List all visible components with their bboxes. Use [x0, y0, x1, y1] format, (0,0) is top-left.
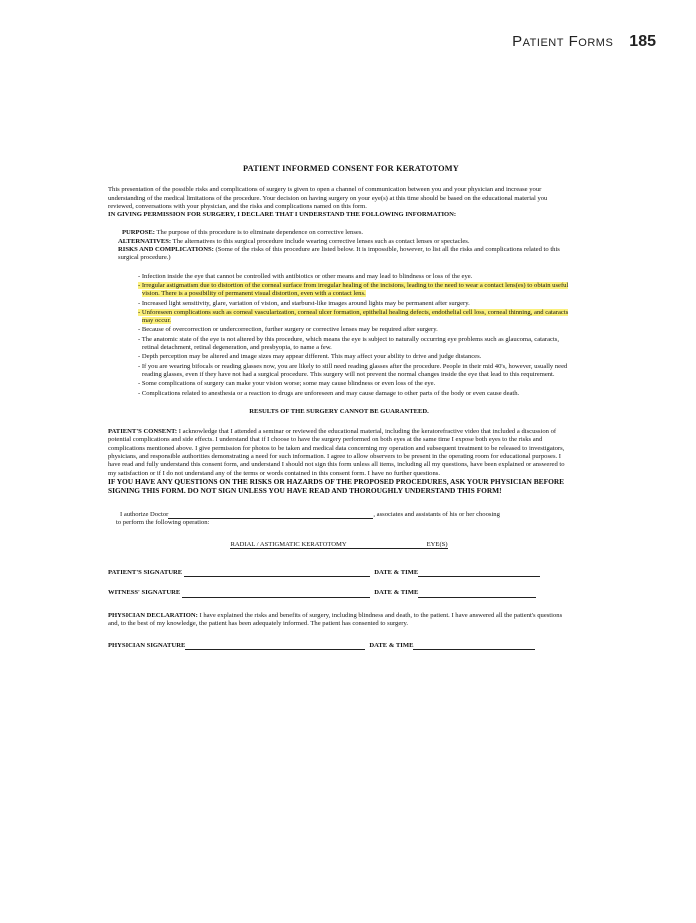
authorize-prefix: I authorize Doctor — [120, 511, 169, 519]
list-item-highlighted — [138, 282, 570, 299]
running-header — [512, 33, 656, 51]
alternatives-label: ALTERNATIVES: — [118, 237, 172, 245]
physician-declaration-label: PHYSICIAN DECLARATION: — [108, 611, 198, 619]
procedure-line — [108, 541, 570, 549]
form-title: PATIENT INFORMED CONSENT FOR KERATOTOMY — [242, 164, 459, 173]
risk-list — [108, 273, 570, 398]
consent-text: I acknowledge that I attended a seminar or reviewed the educational material, including the keratorefractive video that included a discussion of potential complications and side effects. I understand that if I choose to have the surgery performed on both eyes at the same time I expose both eyes to the risks and complications mentioned above. I give permission for photos to be taken and medical data concerning my operation and subsequent treatment to be released to investigators, physicians, and responsible authorities demonstrating a need for such information. I agree to allow observers to be present in the operating room for educational purposes. I have read and fully understand this consent form, and understand I should not sign this form unless all items, including all my questions, have been explained or answered to my satisfaction or if I do not understand any of the terms or words contained in this consent form. I have no further questions. — [108, 428, 565, 477]
witness-date-field[interactable] — [418, 590, 536, 598]
alternatives-row — [118, 238, 570, 246]
authorization — [116, 511, 570, 528]
page-number: 185 — [629, 33, 656, 50]
list-item: - Complications related to anesthesia or a reaction to drugs are unforeseen and may cause damage to other parts of the body or even cause death. — [138, 389, 520, 397]
declaration-heading: IN GIVING PERMISSION FOR SURGERY, I DECLARE THAT I UNDERSTAND THE FOLLOWING INFORMATION: — [108, 211, 457, 219]
list-item-highlighted — [138, 309, 570, 326]
date-time-label: DATE & TIME — [369, 642, 414, 650]
definitions — [108, 229, 570, 237]
physician-signature-field[interactable] — [185, 642, 365, 650]
purpose-text: The purpose of this procedure is to eliminate dependence on corrective lenses. — [156, 229, 364, 237]
section-title: Patient Forms — [512, 33, 614, 50]
risks-text: (Some of the risks of this procedure are listed below. It is impossible, however, to list all the risks and complications related to this surgical procedure.) — [118, 246, 560, 262]
highlight-mark: - Unforeseen complications such as corneal vascularization, corneal ulcer formation, epithelial healing defects, endothelial cell loss, corneal thinning, and cataracts may occur. — [138, 308, 569, 325]
physician-date-field[interactable] — [413, 642, 535, 650]
list-item: - If you are wearing bifocals or reading glasses now, you are likely to still need reading glasses after the procedure. People in their mid 40's, however, usually need reading glasses, even if they have not had a surgical procedure. This surgery will not prevent the normal changes inside the eye that lead to this requirement. — [138, 362, 568, 378]
patient-date-field[interactable] — [418, 569, 540, 577]
list-item: - Infection inside the eye that cannot be controlled with antibiotics or other means and may lead to blindness or loss of the eye. — [138, 272, 473, 280]
consent-paragraph — [108, 428, 570, 478]
warning-text: IF YOU HAVE ANY QUESTIONS ON THE RISKS OR HAZARDS OF THE PROPOSED PROCEDURES, ASK YOUR PHYSICIAN BEFORE SIGNING THIS FORM. DO NOT SIGN UNLESS YOU HAVE READ AND THOROUGHLY UNDERSTAND THIS FORM! — [108, 476, 565, 495]
alternatives-wrap — [108, 238, 570, 263]
procedure-name: RADIAL / ASTIGMATIC KERATOTOMY — [230, 540, 347, 548]
authorize-suffix: , associates and assistants of his or her choosing — [373, 511, 500, 519]
consent-label: PATIENT'S CONSENT: — [108, 428, 178, 436]
list-item: - Depth perception may be altered and image sizes may appear different. This may affect your ability to drive and judge distances. — [138, 353, 482, 361]
highlight-mark: - Irregular astigmatism due to distortion of the corneal surface from irregular healing of the incisions, leading to the need to wear a contact lens(es) to obtain useful vision. There is a possibility of permanent visual distortion, even with a contact lens. — [138, 281, 569, 298]
doctor-name-field[interactable] — [168, 511, 373, 519]
patient-signature-label: PATIENT'S SIGNATURE — [108, 568, 183, 576]
purpose-label: PURPOSE: — [122, 229, 155, 237]
procedure-eye: EYE(S) — [426, 540, 448, 548]
purpose-row — [122, 229, 570, 237]
physician-signature-row — [108, 642, 570, 650]
consent-form — [108, 165, 570, 650]
list-item: - Because of overcorrection or undercorrection, further surgery or corrective lenses may be required after surgery. — [138, 326, 438, 334]
list-item: - Some complications of surgery can make your vision worse; some may cause blindness or even loss of the eye. — [138, 380, 436, 388]
witness-signature-label: WITNESS' SIGNATURE — [108, 589, 181, 597]
witness-signature-field[interactable] — [182, 590, 370, 598]
procedure-blank — [347, 541, 427, 549]
patient-signature-field[interactable] — [184, 569, 370, 577]
patient-signature-row — [108, 569, 570, 577]
risks-row — [118, 246, 570, 263]
intro-paragraph: This presentation of the possible risks and complications of surgery is given to open a channel of communication between you and your physician and increase your understanding of the medical limitations of the procedure. Your decision on having surgery on your eye(s) at this time should be based on the educational material you reviewed, conversations with your physician, and the risks and complications named on this form. — [108, 186, 548, 210]
witness-signature-row — [108, 589, 570, 597]
alternatives-text: The alternatives to this surgical procedure include wearing corrective lenses such as contact lenses or spectacles. — [172, 237, 470, 245]
results-heading: RESULTS OF THE SURGERY CANNOT BE GUARANTEED. — [249, 407, 429, 415]
date-time-label: DATE & TIME — [374, 589, 419, 597]
authorize-line — [120, 511, 570, 519]
date-time-label: DATE & TIME — [374, 568, 419, 576]
physician-signature-label: PHYSICIAN SIGNATURE — [108, 642, 186, 650]
list-item: - Increased light sensitivity, glare, variation of vision, and starburst-like images around lights may be permanent after surgery. — [138, 299, 470, 307]
authorize-line-2: to perform the following operation: — [116, 519, 210, 527]
physician-declaration-text: I have explained the risks and benefits of surgery, including blindness and death, to the patient. I have answered all the patient's questions and, to the best of my knowledge, the patient has been adequately informed. The patient has consented to surgery. — [108, 611, 563, 627]
physician-declaration — [108, 612, 570, 629]
list-item: - The anatomic state of the eye is not altered by this procedure, which means the eye is subject to naturally occurring eye problems such as glaucoma, cataracts, retinal detachment, retinal degeneration, and presbyopia, to name a few. — [138, 335, 559, 352]
risks-label: RISKS AND COMPLICATIONS: — [118, 246, 214, 254]
